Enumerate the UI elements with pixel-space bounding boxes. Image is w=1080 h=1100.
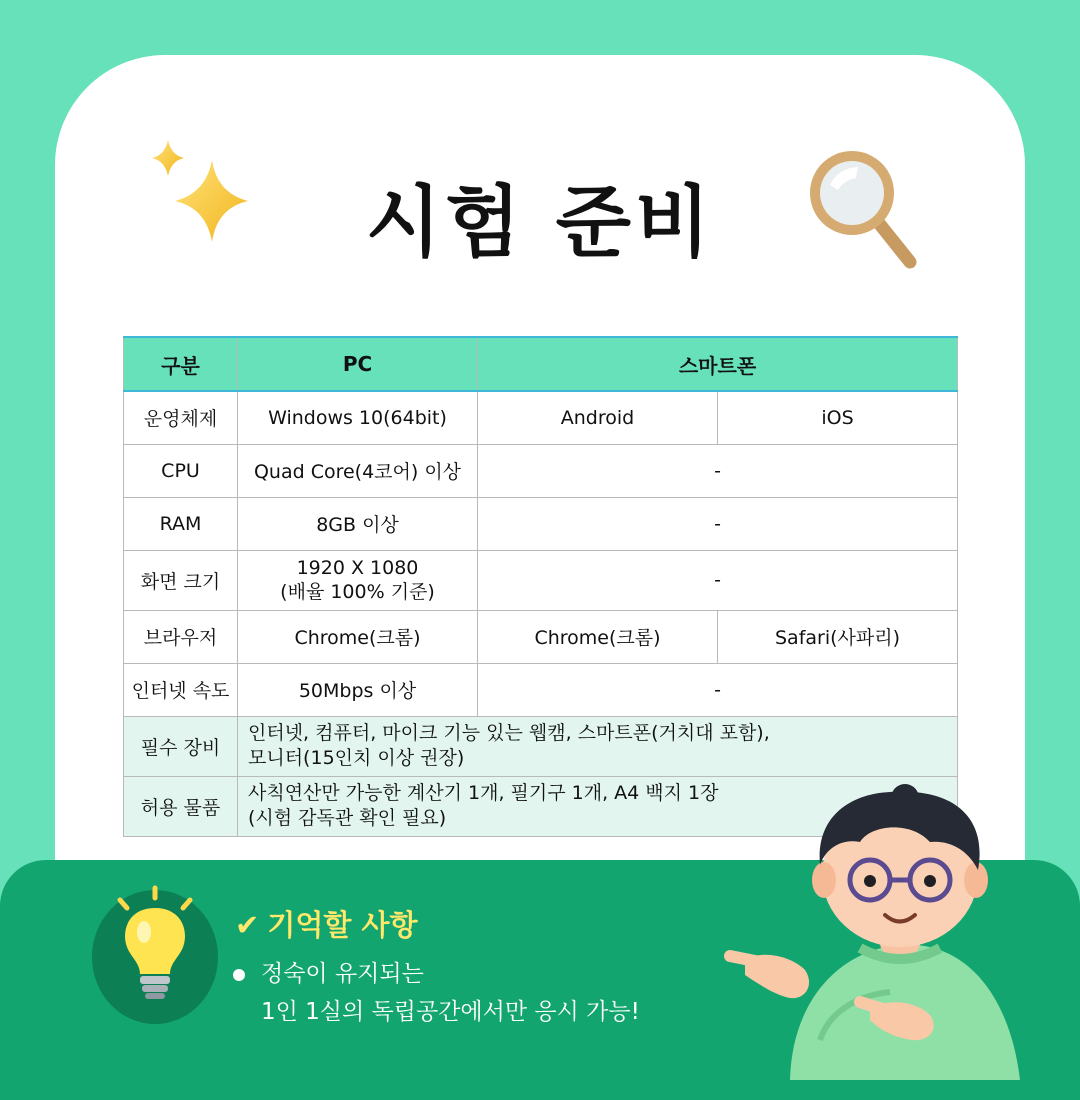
table-row — [124, 610, 958, 663]
reminder-heading — [235, 903, 417, 944]
row-label: 허용 물품 — [124, 776, 238, 836]
check-icon: ✔ — [235, 908, 260, 942]
row-label: 브라우저 — [124, 610, 238, 663]
mobile-cell: - — [478, 550, 958, 610]
table-row — [124, 497, 958, 550]
android-cell: Android — [478, 391, 718, 444]
reminder-line1: 정숙이 유지되는 — [261, 961, 424, 987]
magnifier-icon — [800, 140, 925, 275]
reminder-heading-text: 기억할 사항 — [267, 908, 418, 942]
allowed-line1: 사칙연산만 가능한 계산기 1개, 필기구 1개, A4 백지 1장 — [248, 782, 719, 804]
row-label: 운영체제 — [124, 391, 238, 444]
table-row — [124, 391, 958, 444]
exam-requirements-table — [123, 336, 958, 837]
pc-cell-line1: 1920 X 1080 — [296, 557, 419, 579]
allowed-line2: (시험 감독관 확인 필요) — [248, 807, 447, 829]
table-row — [124, 716, 958, 776]
pc-cell: 8GB 이상 — [238, 497, 478, 550]
header-smartphone: 스마트폰 — [478, 337, 958, 391]
pc-cell: Quad Core(4코어) 이상 — [238, 444, 478, 497]
person-illustration — [720, 780, 1080, 1080]
pc-cell-line2: (배율 100% 기준) — [280, 581, 435, 603]
pc-cell — [238, 550, 478, 610]
row-label: 필수 장비 — [124, 716, 238, 776]
row-label: 인터넷 속도 — [124, 663, 238, 716]
row-label: RAM — [124, 497, 238, 550]
lightbulb-icon — [100, 882, 210, 1012]
ios-cell: iOS — [718, 391, 958, 444]
equipment-cell — [238, 716, 958, 776]
mobile-cell: - — [478, 497, 958, 550]
header-category: 구분 — [124, 337, 238, 391]
reminder-line2: 1인 1실의 독립공간에서만 응시 가능! — [261, 999, 640, 1025]
table-row — [124, 550, 958, 610]
pc-cell: 50Mbps 이상 — [238, 663, 478, 716]
mobile-cell: - — [478, 444, 958, 497]
table-header-row — [124, 337, 958, 391]
mobile-cell: - — [478, 663, 958, 716]
android-cell: Chrome(크롬) — [478, 610, 718, 663]
pc-cell: Windows 10(64bit) — [238, 391, 478, 444]
page-title: 시험 준비 — [365, 178, 715, 268]
ios-cell: Safari(사파리) — [718, 610, 958, 663]
reminder-note — [233, 955, 640, 1031]
table-row — [124, 444, 958, 497]
bullet-icon — [233, 969, 245, 981]
header-pc: PC — [238, 337, 478, 391]
table-row — [124, 663, 958, 716]
pc-cell: Chrome(크롬) — [238, 610, 478, 663]
row-label: 화면 크기 — [124, 550, 238, 610]
row-label: CPU — [124, 444, 238, 497]
equipment-line2: 모니터(15인치 이상 권장) — [248, 747, 465, 769]
equipment-line1: 인터넷, 컴퓨터, 마이크 기능 있는 웹캠, 스마트폰(거치대 포함), — [248, 722, 770, 744]
